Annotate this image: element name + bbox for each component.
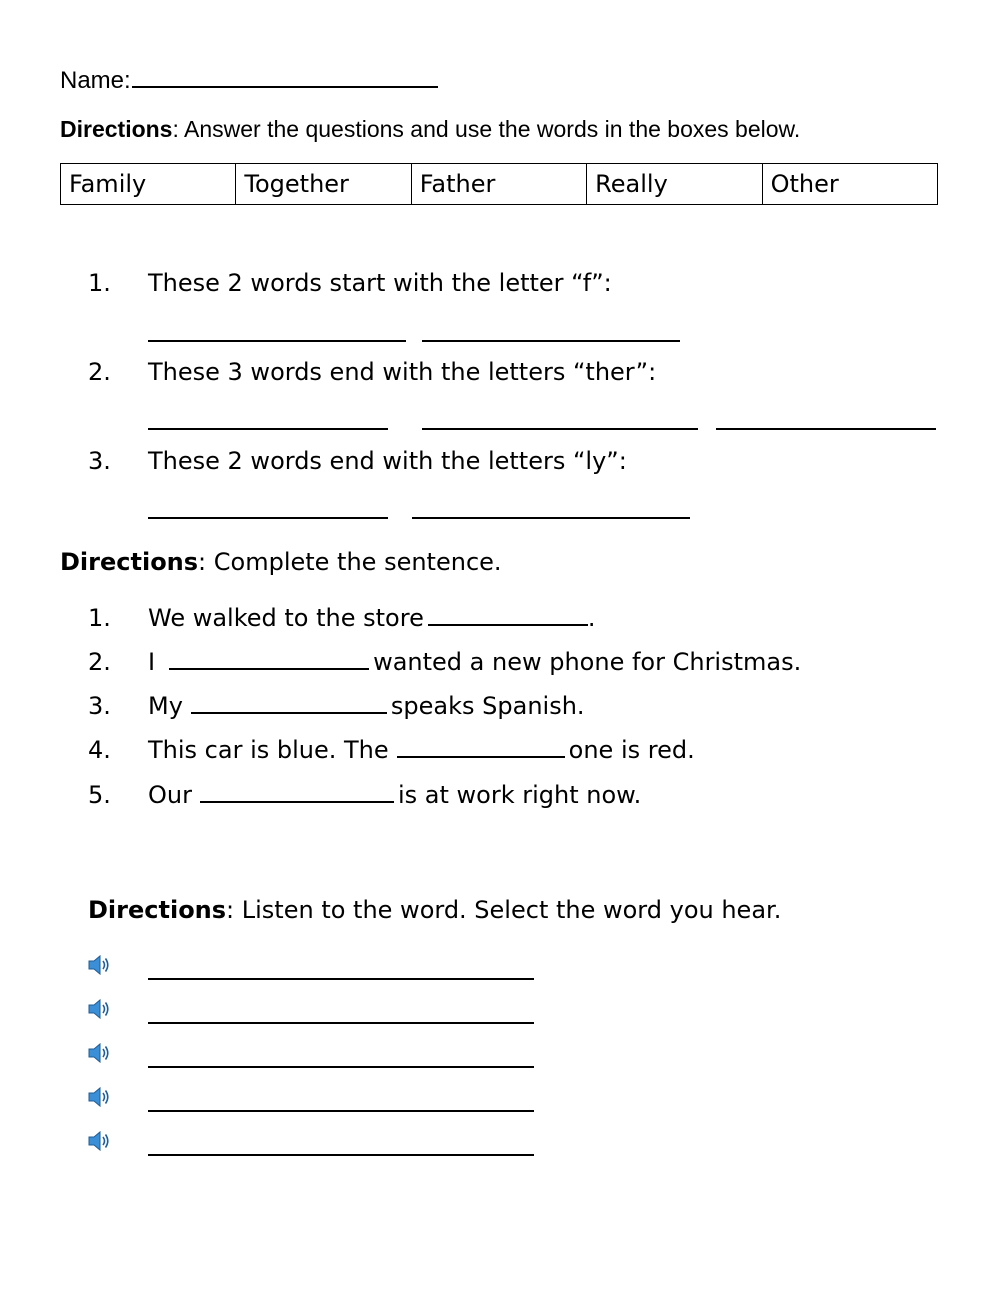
sentence-after: wanted a new phone for Christmas. <box>373 648 802 676</box>
sentence-number: 3. <box>88 692 111 720</box>
sentence-number: 1. <box>88 604 111 632</box>
speaker-icon[interactable] <box>86 952 112 982</box>
speaker-icon[interactable] <box>86 1084 112 1114</box>
name-blank[interactable] <box>132 60 438 88</box>
directions-label: Directions <box>60 548 199 576</box>
audio-answer-blank[interactable] <box>148 1154 534 1156</box>
directions-text: : Complete the sentence. <box>198 548 502 576</box>
name-field <box>60 60 438 97</box>
directions-answer-questions <box>60 113 800 145</box>
audio-answer-blank[interactable] <box>148 978 534 980</box>
sentence-after: . <box>587 604 596 632</box>
sentence-before: We walked to the store <box>148 604 424 632</box>
sentence-blank[interactable] <box>428 624 588 626</box>
sentence-before: Our <box>148 781 192 809</box>
word-bank-cell: Together <box>236 164 411 205</box>
audio-answer-blank[interactable] <box>148 1066 534 1068</box>
word-bank-cell: Father <box>411 164 586 205</box>
sentence-before: I <box>148 648 156 676</box>
directions-listen <box>88 894 781 926</box>
question-text: These 2 words end with the letters “ly”: <box>148 447 627 475</box>
word-bank-table <box>60 163 938 205</box>
sentence-number: 5. <box>88 781 111 809</box>
speaker-icon[interactable] <box>86 1128 112 1158</box>
question-number: 1. <box>88 269 111 297</box>
directions-label: Directions <box>88 896 227 924</box>
sentence-before: My <box>148 692 183 720</box>
word-bank-cell: Really <box>587 164 762 205</box>
answer-blank[interactable] <box>716 428 936 430</box>
sentence <box>148 691 585 721</box>
word-bank-cell: Other <box>762 164 937 205</box>
sentence <box>148 735 695 765</box>
question-text: These 2 words start with the letter “f”: <box>148 269 612 297</box>
answer-blank[interactable] <box>148 428 388 430</box>
sentence-after: speaks Spanish. <box>390 692 585 720</box>
question-number: 2. <box>88 358 111 386</box>
speaker-icon[interactable] <box>86 996 112 1026</box>
answer-blank[interactable] <box>412 517 690 519</box>
question-text: These 3 words end with the letters “ther”: <box>148 358 657 386</box>
answer-blank[interactable] <box>422 340 680 342</box>
speaker-icon[interactable] <box>86 1040 112 1070</box>
directions-complete-sentence <box>60 546 502 578</box>
directions-text: : Answer the questions and use the words in the boxes below. <box>172 116 801 142</box>
answer-blank[interactable] <box>148 517 388 519</box>
directions-text: : Listen to the word. Select the word you hear. <box>226 896 782 924</box>
sentence-blank[interactable] <box>191 712 387 714</box>
sentence-number: 4. <box>88 736 111 764</box>
sentence <box>148 603 595 633</box>
word-bank-cell: Family <box>61 164 236 205</box>
sentence-before: This car is blue. The <box>148 736 389 764</box>
sentence-blank[interactable] <box>169 668 369 670</box>
sentence-number: 2. <box>88 648 111 676</box>
sentence-blank[interactable] <box>397 756 565 758</box>
answer-blank[interactable] <box>422 428 698 430</box>
name-label: Name: <box>60 67 131 94</box>
sentence-after: is at work right now. <box>397 781 642 809</box>
sentence-after: one is red. <box>568 736 695 764</box>
sentence <box>148 647 801 677</box>
directions-label: Directions <box>60 116 173 142</box>
answer-blank[interactable] <box>148 340 406 342</box>
question-number: 3. <box>88 447 111 475</box>
sentence <box>148 780 641 810</box>
audio-answer-blank[interactable] <box>148 1022 534 1024</box>
sentence-blank[interactable] <box>200 801 394 803</box>
audio-answer-blank[interactable] <box>148 1110 534 1112</box>
